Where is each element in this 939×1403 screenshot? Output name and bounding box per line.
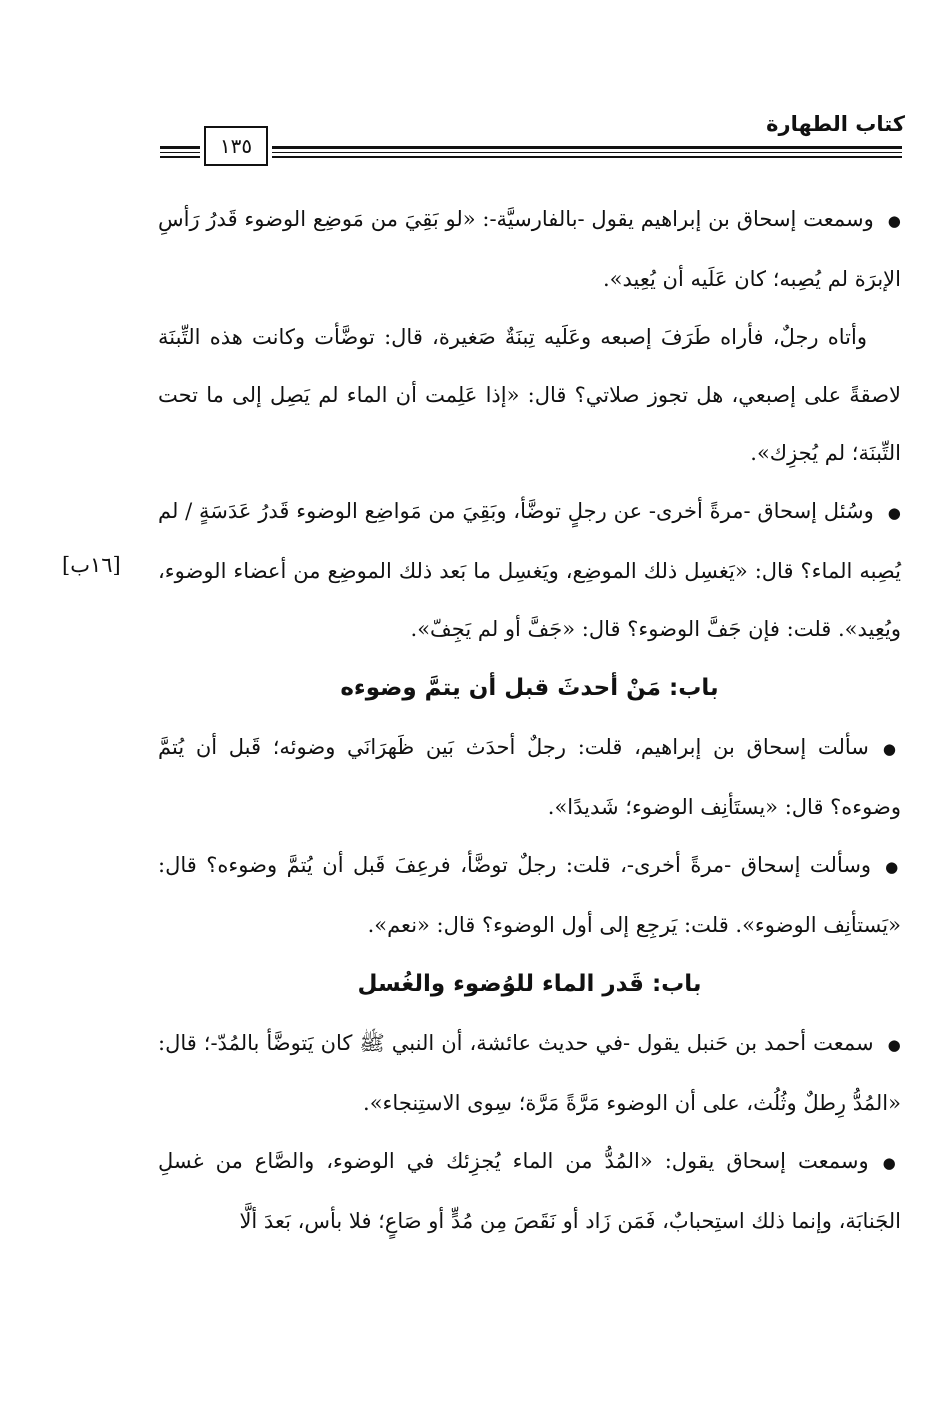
header-rule-short [160, 156, 200, 158]
section-heading: باب: قَدر الماء للوُضوء والغُسل [357, 971, 702, 997]
paragraph [158, 308, 901, 482]
paragraph-text: سمعت أحمد بن حَنبل يقول -في حديث عائشة، أن النبي ﷺ كان يَتوضَّأ بالمُدّ-؛ قال: «المُدُّ رِطلٌ وثُلُث، على أن الوضوء مَرَّةً مَرَّة؛ سِوى الاستِنجاء». [158, 1031, 901, 1115]
bullet-icon: ● [887, 1036, 901, 1054]
page-header [0, 0, 939, 170]
paragraph [158, 482, 901, 658]
paragraph-text: وسألت إسحاق -مرةً أخرى-، قلت: رجلٌ توضَّأ، فرعِفَ قَبل أن يُتمَّ وضوءه؟ قال: «يَستأنِف الوضوء». قلت: يَرجِع إلى أول الوضوء؟ قال: «نعم». [158, 853, 901, 937]
bullet-icon: ● [885, 858, 901, 876]
page-body [158, 190, 901, 1250]
bullet-icon: ● [887, 504, 901, 522]
paragraph-text: وأتاه رجلٌ، فأراه طَرَفَ إصبعه وعَلَيه تِبنَةٌ صَغيرة، قال: توضَّأت وكانت هذه التِّبنَة لاصقةً على إصبعي، هل تجوز صلاتي؟ قال: «إذا عَلِمت أن الماء لم يَصِل إلى ما تحت التِّبنَة؛ لم يُجزِك». [158, 325, 901, 465]
paragraph-text: وسُئل إسحاق -مرةً أخرى- عن رجلٍ توضَّأ، وبَقِيَ من مَواضِع الوضوء قَدرُ عَدَسَةٍ / لم يُصِبه الماء؟ قال: «يَغسِل ذلك الموضِع، ويَغسِل ما بَعد ذلك الموضِع من أعضاء الوضوء، ويُعِيد». قلت: فإن جَفَّ الوضوء؟ قال: «جَفَّ أو لم يَجِفّ». [158, 499, 901, 641]
page-number-box [204, 126, 268, 166]
section-heading: باب: مَنْ أحدثَ قبل أن يتمَّ وضوءه [340, 675, 719, 701]
paragraph-text: وسمعت إسحاق يقول: «المُدُّ من الماء يُجزِئك في الوضوء، والصَّاع من غسلِ الجَنابَة، وإنما ذلك استِحبابٌ، فَمَن زَاد أو نَقَصَ مِن مُدٍّ أو صَاعٍ؛ فلا بأس، بَعدَ ألَّا [158, 1149, 901, 1233]
paragraph [158, 1014, 901, 1132]
paragraph-text: سألت إسحاق بن إبراهيم، قلت: رجلٌ أحدَث بَين ظَهرَانَي وضوئه؛ قَبل أن يُتمَّ وضوءه؟ قال: «يستَأنِف الوضوء؛ شَديدًا». [158, 735, 901, 819]
header-rule-short [160, 146, 200, 149]
paragraph [158, 718, 901, 836]
page-number: ١٣٥ [219, 134, 253, 158]
bullet-icon: ● [882, 740, 901, 758]
paragraph [158, 836, 901, 954]
running-title: كتاب الطهارة [766, 112, 905, 136]
bullet-icon: ● [882, 1154, 901, 1172]
bullet-icon: ● [887, 212, 901, 230]
paragraph [158, 190, 901, 308]
paragraph-text: وسمعت إسحاق بن إبراهيم يقول -بالفارسيَّة-: «لو بَقِيَ من مَوضِع الوضوء قَدرُ رَأسِ الإبرَة لم يُصِبه؛ كان عَلَيه أن يُعِيد». [158, 207, 901, 291]
header-rule [272, 156, 902, 158]
header-rule [272, 146, 902, 149]
manuscript-folio-note: [١٦ب] [62, 553, 121, 577]
header-rule [272, 152, 902, 153]
paragraph [158, 1132, 901, 1250]
header-rule-short [160, 152, 200, 153]
